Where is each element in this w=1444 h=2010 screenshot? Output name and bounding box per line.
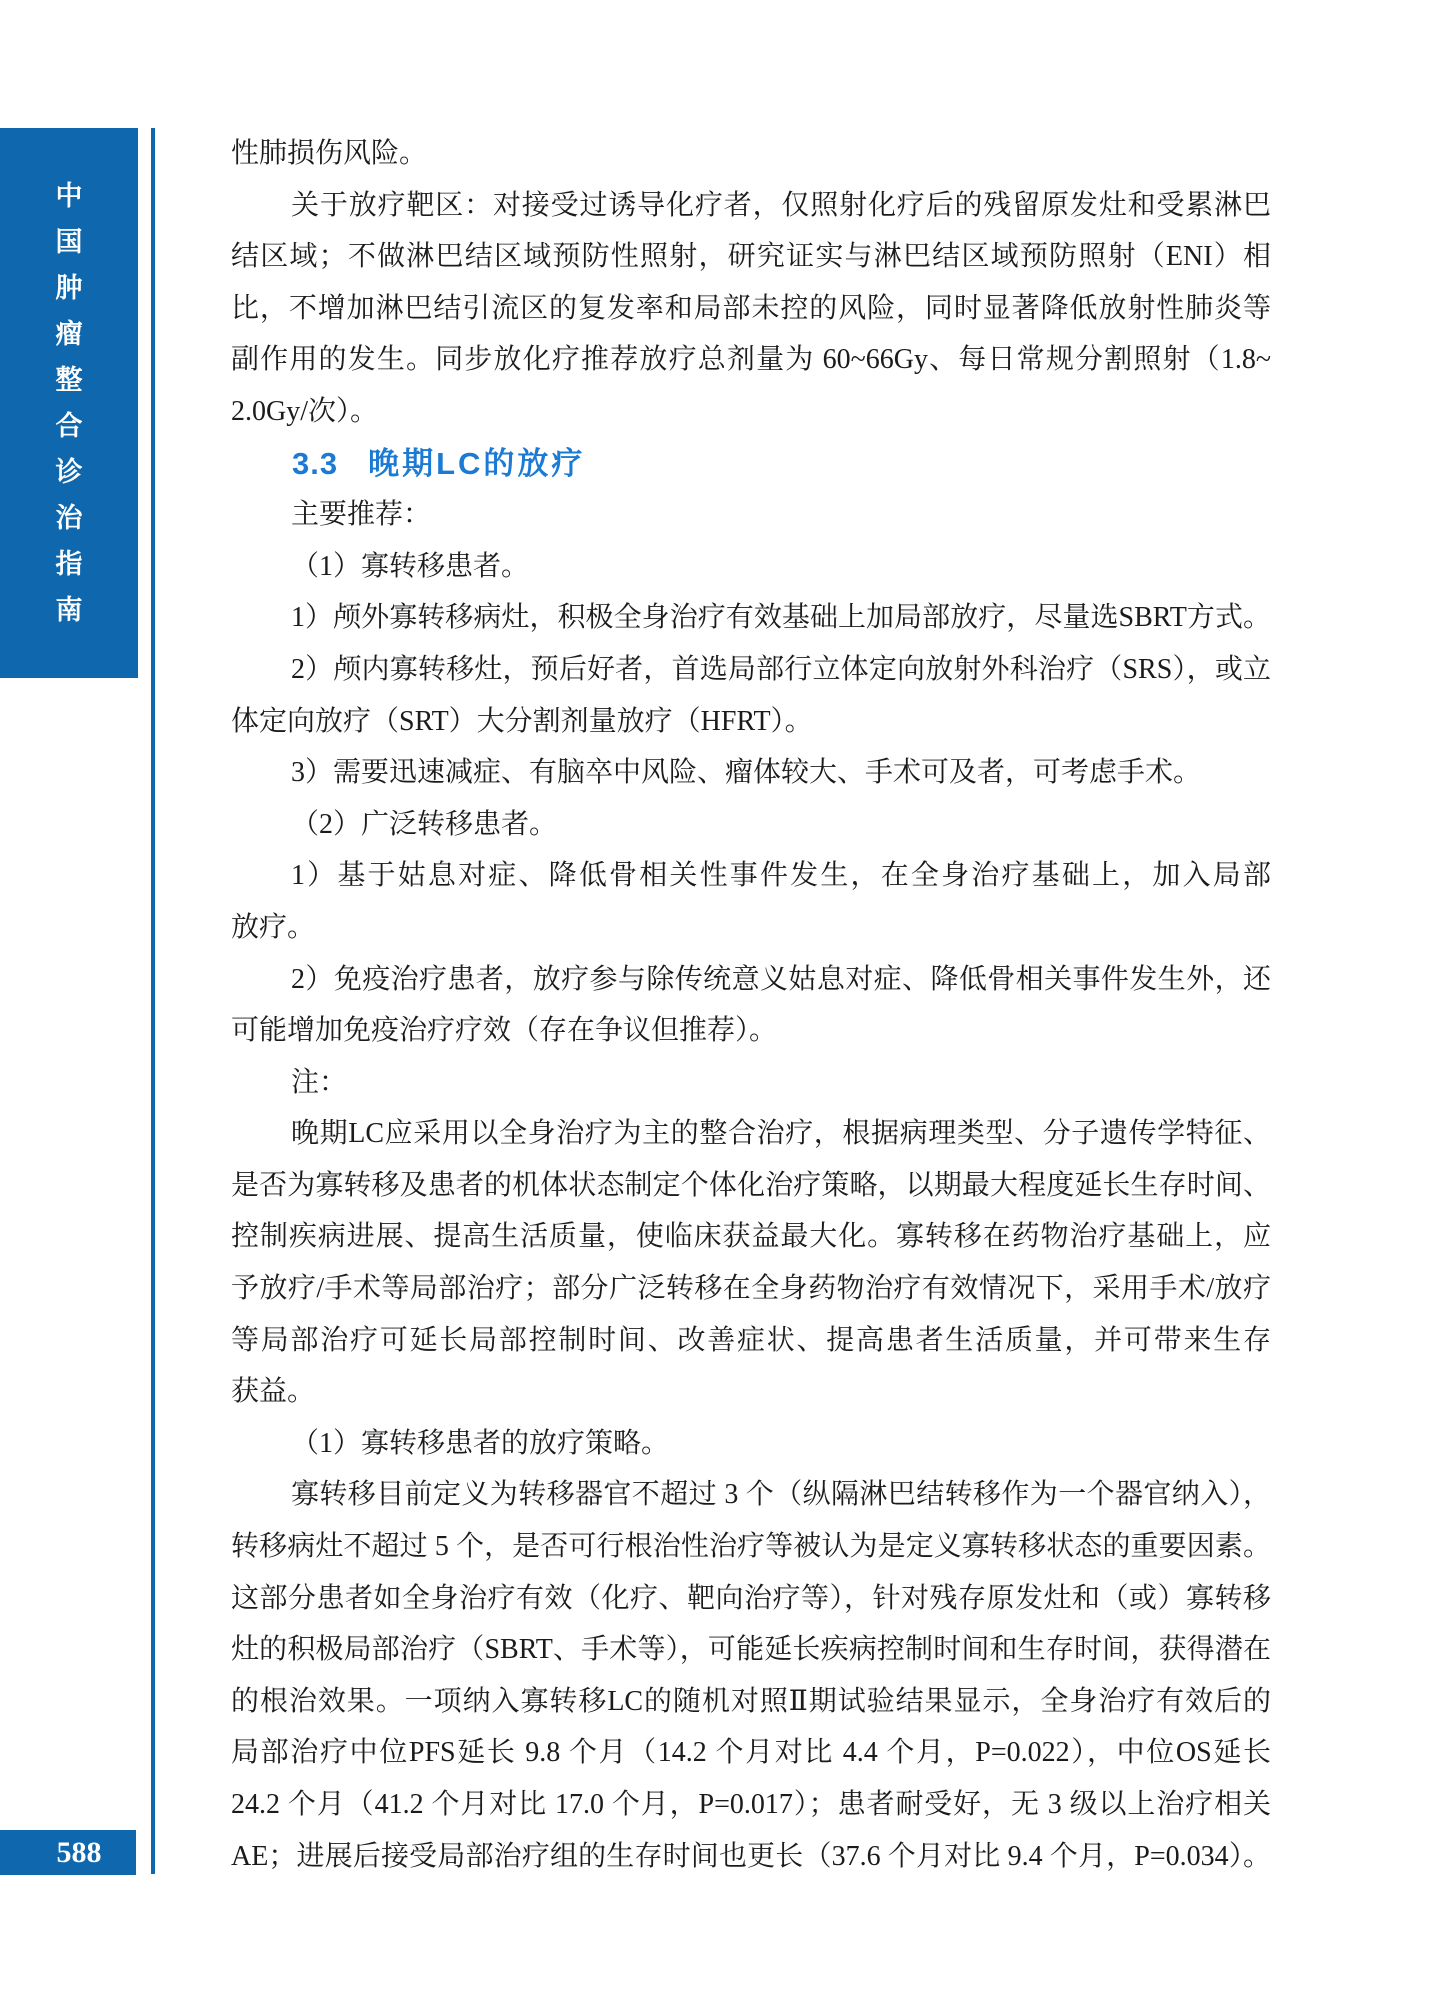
text-line: 予放疗/手术等局部治疗；部分广泛转移在全身药物治疗有效情况下，采用手术/放疗	[231, 1273, 1271, 1305]
sidebar-title-char: 肿	[55, 272, 83, 303]
text-line: 获益。	[231, 1376, 316, 1408]
text-line: 关于放疗靶区：对接受过诱导化疗者，仅照射化疗后的残留原发灶和受累淋巴	[291, 189, 1271, 221]
text-line: （2）广泛转移患者。	[291, 808, 558, 840]
text-line: 结区域；不做淋巴结区域预防性照射，研究证实与淋巴结区域预防照射（ENI）相	[231, 241, 1271, 273]
sidebar-title-char: 合	[55, 410, 83, 441]
page-number-badge	[0, 1830, 136, 1875]
text-line: 2.0Gy/次）。	[231, 395, 379, 427]
sidebar-title-char: 整	[55, 364, 83, 395]
text-line: 2）免疫治疗患者，放疗参与除传统意义姑息对症、降低骨相关事件发生外，还	[291, 963, 1271, 995]
text-line: 主要推荐：	[291, 499, 432, 531]
text-line: 是否为寡转移及患者的机体状态制定个体化治疗策略，以期最大程度延长生存时间、	[231, 1169, 1271, 1201]
sidebar-title-char: 诊	[55, 456, 83, 487]
text-line: 等局部治疗可延长局部控制时间、改善症状、提高患者生活质量，并可带来生存	[231, 1324, 1271, 1356]
text-line: 灶的积极局部治疗（SBRT、手术等），可能延长疾病控制时间和生存时间，获得潜在	[231, 1634, 1271, 1666]
text-line: 转移病灶不超过 5 个，是否可行根治性治疗等被认为是定义寡转移状态的重要因素。	[231, 1531, 1271, 1563]
text-line: 控制疾病进展、提高生活质量，使临床获益最大化。寡转移在药物治疗基础上，应	[231, 1221, 1271, 1253]
section-heading	[231, 438, 1271, 490]
text-line: 24.2 个月（41.2 个月对比 17.0 个月，P=0.017）；患者耐受好，无 3 级以上治疗相关	[231, 1789, 1271, 1820]
sidebar-title-char: 瘤	[55, 318, 83, 349]
vertical-divider	[151, 128, 155, 1874]
text-line: 副作用的发生。同步放化疗推荐放疗总剂量为 60~66Gy、每日常规分割照射（1.8~	[231, 344, 1271, 376]
text-line: 3）需要迅速减症、有脑卒中风险、瘤体较大、手术可及者，可考虑手术。	[291, 757, 1202, 789]
text-line: 注：	[291, 1066, 348, 1098]
text-line: 性肺损伤风险。	[231, 138, 428, 169]
text-line: 的根治效果。一项纳入寡转移LC的随机对照Ⅱ期试验结果显示，全身治疗有效后的	[231, 1685, 1271, 1717]
text-line: 局部治疗中位PFS延长 9.8 个月（14.2 个月对比 4.4 个月，P=0.022），中位OS延长	[231, 1737, 1271, 1769]
sidebar-book-title	[0, 128, 138, 678]
text-line: 可能增加免疫治疗疗效（存在争议但推荐）。	[231, 1015, 778, 1047]
section-number: 3.3	[292, 445, 339, 481]
sidebar-title-char: 治	[55, 502, 83, 533]
page-number: 588	[56, 1835, 102, 1869]
text-line: 2）颅内寡转移灶，预后好者，首选局部行立体定向放射外科治疗（SRS），或立	[291, 653, 1271, 685]
text-line: 体定向放疗（SRT）大分割剂量放疗（HFRT）。	[231, 705, 813, 737]
text-line: 这部分患者如全身治疗有效（化疗、靶向治疗等），针对残存原发灶和（或）寡转移	[231, 1582, 1271, 1614]
text-line: 1）基于姑息对症、降低骨相关性事件发生，在全身治疗基础上，加入局部	[291, 860, 1271, 892]
page-body	[231, 128, 1271, 1882]
text-line: （1）寡转移患者的放疗策略。	[291, 1427, 670, 1459]
text-line: 比，不增加淋巴结引流区的复发率和局部未控的风险，同时显著降低放射性肺炎等	[231, 292, 1271, 324]
sidebar-title-char: 中	[55, 180, 83, 211]
text-line: 1）颅外寡转移病灶，积极全身治疗有效基础上加局部放疗，尽量选SBRT方式。	[291, 602, 1271, 634]
sidebar-title-char: 国	[55, 226, 83, 257]
sidebar-title-char: 南	[55, 594, 83, 625]
text-line: （1）寡转移患者。	[291, 550, 530, 582]
text-line: 放疗。	[231, 911, 316, 943]
text-line: 寡转移目前定义为转移器官不超过 3 个（纵隔淋巴结转移作为一个器官纳入），	[291, 1479, 1271, 1511]
text-line: 晚期LC应采用以全身治疗为主的整合治疗，根据病理类型、分子遗传学特征、	[291, 1118, 1271, 1150]
text-line: AE；进展后接受局部治疗组的生存时间也更长（37.6 个月对比 9.4 个月，P=0.034）。	[231, 1840, 1271, 1872]
section-title: 晚期LC的放疗	[368, 445, 586, 481]
sidebar-title-char: 指	[55, 548, 83, 579]
